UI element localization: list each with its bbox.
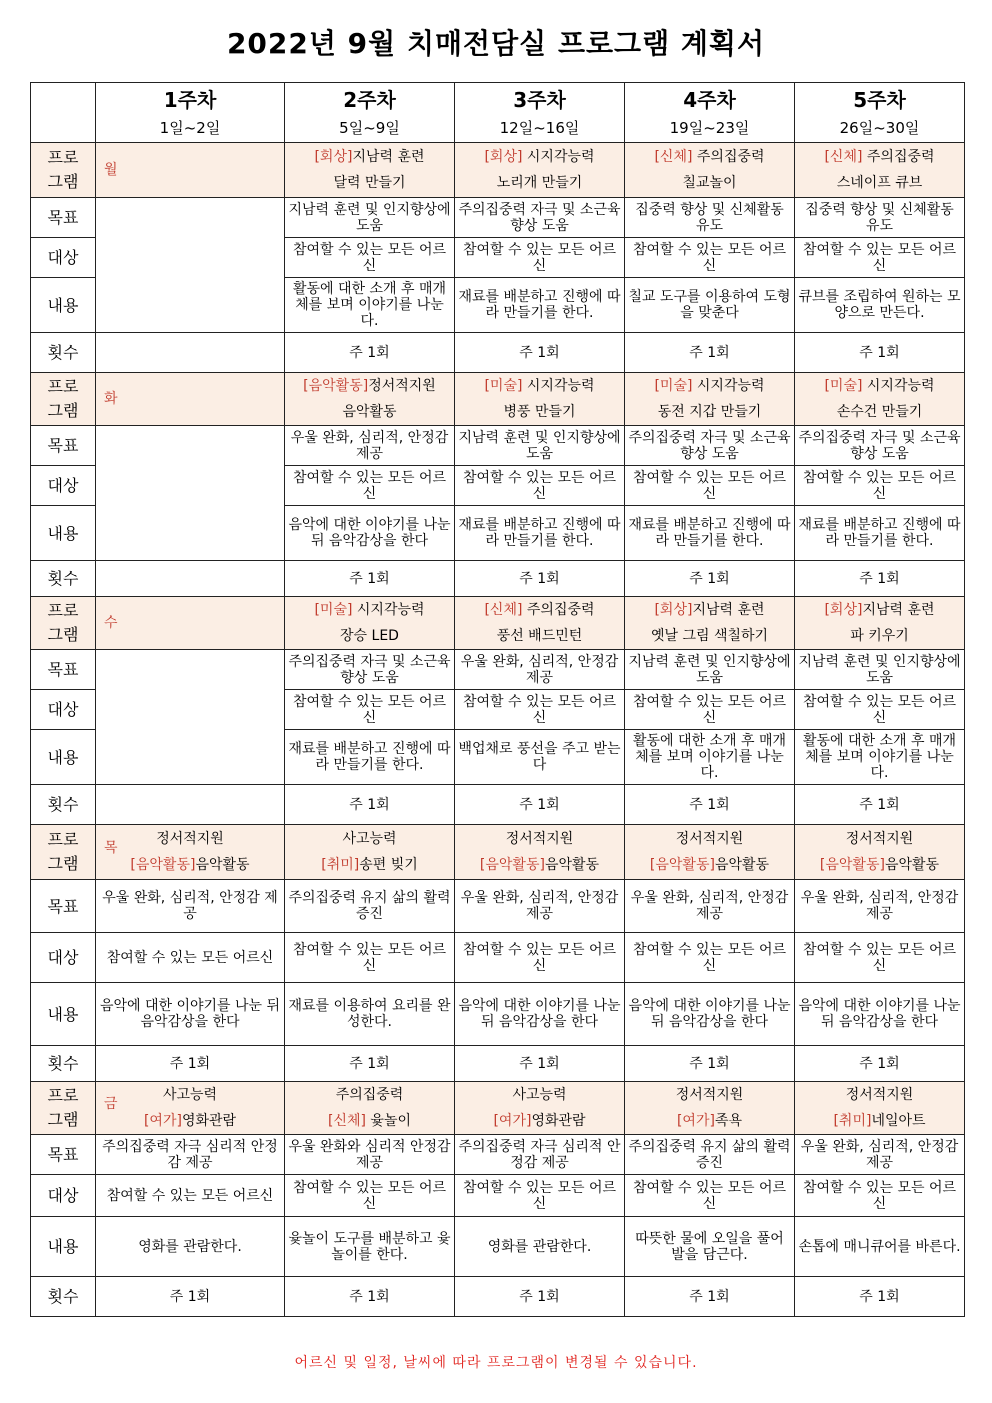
program-name: 윷놀이 [365,1113,411,1129]
program-area: 정서적지원 [845,1087,914,1103]
goal-cell: 우울 완화, 심리적, 안정감 제공 [285,426,455,466]
row-label-line: 그램 [47,172,79,191]
program-name: 지남력 훈련 [692,602,765,618]
row-label-line: 그램 [47,401,79,420]
program-activity: 옛날 그림 색칠하기 [650,628,769,644]
program-name: 시지각능력 [522,378,595,394]
program-category: [음악활동] [303,378,369,394]
week1-empty-cell [96,333,285,373]
week-label: 1주차 [163,87,217,112]
week-label: 3주차 [513,87,566,112]
program-cell [795,825,965,880]
row-label-frequency: 횟수 [31,333,96,373]
program-title [627,852,792,878]
day-label: 화 [96,373,285,426]
goal-cell: 우울 완화, 심리적, 안정감 제공 [795,880,965,933]
day-label: 목 [104,840,118,856]
program-cell [96,825,285,880]
row-label-content: 내용 [31,983,96,1046]
target-row [31,1175,965,1217]
goal-cell: 우울 완화, 심리적, 안정감 제공 [795,1135,965,1175]
target-cell: 참여할 수 있는 모든 어르신 [455,238,625,278]
row-label-target: 대상 [31,238,96,278]
row-label-program [31,825,96,880]
frequency-cell: 주 1회 [625,1046,795,1082]
program-cell [795,373,965,426]
week-range: 1일~2일 [159,118,221,137]
program-activity: 스네이프 큐브 [836,175,923,191]
week1-empty-cell [96,650,285,785]
program-row [31,597,965,650]
frequency-row [31,333,965,373]
program-row [31,373,965,426]
row-label-frequency: 횟수 [31,561,96,597]
program-area: 정서적지원 [675,831,744,847]
frequency-row [31,785,965,825]
program-category: [미술] [824,378,863,394]
program-area: 정서적지원 [675,1087,744,1103]
goal-row [31,198,965,238]
goal-cell: 지남력 훈련 및 인지향상에 도움 [455,426,625,466]
target-cell: 참여할 수 있는 모든 어르신 [285,690,455,730]
header-corner [31,83,96,143]
program-cell [625,1082,795,1135]
program-category: [미술] [654,378,693,394]
row-label-line: 프로 [47,1086,79,1105]
frequency-cell: 주 1회 [96,1046,285,1082]
target-cell: 참여할 수 있는 모든 어르신 [455,466,625,506]
row-label-goal: 목표 [31,650,96,690]
frequency-cell: 주 1회 [625,785,795,825]
week-label: 4주차 [683,87,736,112]
program-name: 음악활동 [884,857,940,873]
program-cell [285,825,455,880]
program-activity: 병풍 만들기 [503,404,576,420]
program-row [31,825,965,880]
week-header [795,83,965,143]
goal-row [31,650,965,690]
program-area: 정서적지원 [845,831,914,847]
goal-cell: 우울 완화와 심리적 안정감 제공 [285,1135,455,1175]
target-cell: 참여할 수 있는 모든 어르신 [795,933,965,983]
row-label-line: 그램 [47,1110,79,1129]
row-label-goal: 목표 [31,426,96,466]
frequency-cell: 주 1회 [795,1046,965,1082]
program-title [457,852,622,878]
row-label-goal: 목표 [31,198,96,238]
program-category: [여가] [676,1113,715,1129]
program-category: [미술] [484,378,523,394]
program-title [98,852,282,878]
row-label-frequency: 횟수 [31,1046,96,1082]
content-row [31,1217,965,1277]
program-category: [음악활동] [130,857,196,873]
frequency-cell: 주 1회 [455,1277,625,1317]
frequency-cell: 주 1회 [285,1046,455,1082]
program-area: 정서적지원 [156,831,224,847]
program-area: 주의집중력 [335,1087,404,1103]
program-activity: 노리개 만들기 [496,175,583,191]
program-category: [회상] [314,149,353,165]
program-activity: 파 키우기 [850,628,909,644]
program-title [457,597,622,623]
frequency-row [31,1277,965,1317]
program-cell [285,143,455,198]
row-label-line: 프로 [47,148,79,167]
program-cell [96,1082,285,1135]
program-area: 사고능력 [342,831,397,847]
goal-cell: 주의집중력 자극 및 소근육 향상 도움 [625,426,795,466]
content-row [31,983,965,1046]
target-cell: 참여할 수 있는 모든 어르신 [285,1175,455,1217]
content-cell: 재료를 배분하고 진행에 따라 만들기를 한다. [285,730,455,785]
program-area: 사고능력 [512,1087,567,1103]
content-cell: 재료를 배분하고 진행에 따라 만들기를 한다. [455,506,625,561]
goal-cell: 우울 완화, 심리적, 안정감 제공 [96,880,285,933]
day-label: 월 [96,143,285,198]
program-plan-table [30,82,965,1317]
program-cell [625,143,795,198]
row-label-program [31,373,96,426]
goal-cell: 주의집중력 자극 심리적 안정감 제공 [96,1135,285,1175]
content-cell: 따뜻한 물에 오일을 풀어 발을 담근다. [625,1217,795,1277]
goal-cell: 집중력 향상 및 신체활동 유도 [795,198,965,238]
row-label-target: 대상 [31,933,96,983]
program-name: 주의집중력 [522,602,595,618]
program-activity: 풍선 배드민턴 [496,628,583,644]
frequency-cell: 주 1회 [795,561,965,597]
target-cell: 참여할 수 있는 모든 어르신 [455,933,625,983]
content-cell: 활동에 대한 소개 후 매개체를 보며 이야기를 나눈다. [285,278,455,333]
program-category: [여가] [143,1113,182,1129]
frequency-cell: 주 1회 [795,333,965,373]
row-label-content: 내용 [31,278,96,333]
program-cell [625,597,795,650]
target-cell: 참여할 수 있는 모든 어르신 [285,466,455,506]
goal-cell: 우울 완화, 심리적, 안정감 제공 [455,650,625,690]
frequency-cell: 주 1회 [285,333,455,373]
row-label-content: 내용 [31,730,96,785]
program-name: 주의집중력 [862,149,935,165]
target-cell: 참여할 수 있는 모든 어르신 [455,1175,625,1217]
program-cell [455,1082,625,1135]
frequency-row [31,1046,965,1082]
target-cell: 참여할 수 있는 모든 어르신 [795,466,965,506]
target-cell: 참여할 수 있는 모든 어르신 [795,1175,965,1217]
program-category: [회상] [654,602,693,618]
target-cell: 참여할 수 있는 모든 어르신 [625,690,795,730]
program-name: 주의집중력 [692,149,765,165]
program-category: [회상] [484,149,523,165]
frequency-cell: 주 1회 [625,1277,795,1317]
program-cell [285,597,455,650]
goal-cell: 주의집중력 자극 및 소근육 향상 도움 [455,198,625,238]
program-name: 음악활동 [195,857,250,873]
row-label-goal: 목표 [31,880,96,933]
row-label-program [31,143,96,198]
program-title [627,597,792,623]
goal-cell: 주의집중력 유지 삶의 활력 증진 [285,880,455,933]
target-cell: 참여할 수 있는 모든 어르신 [795,690,965,730]
program-name: 시지각능력 [862,378,935,394]
program-name: 음악활동 [544,857,600,873]
week-range: 5일~9일 [339,118,400,137]
program-title [287,373,452,399]
row-label-goal: 목표 [31,1135,96,1175]
program-cell [285,373,455,426]
program-name: 정서적지원 [368,378,436,394]
program-cell [455,143,625,198]
program-cell [795,1082,965,1135]
content-cell: 백업채로 풍선을 주고 받는다 [455,730,625,785]
day-label: 수 [96,597,285,650]
goal-cell: 지남력 훈련 및 인지향상에 도움 [625,650,795,690]
program-cell [625,373,795,426]
week1-empty-cell [96,785,285,825]
row-label-line: 그램 [47,854,79,873]
program-title [797,144,962,170]
row-label-line: 프로 [47,377,79,396]
program-name: 영화관람 [531,1113,586,1129]
program-title [627,144,792,170]
target-cell: 참여할 수 있는 모든 어르신 [96,1175,285,1217]
content-cell: 재료를 이용하여 요리를 완성한다. [285,983,455,1046]
program-title [457,144,622,170]
target-cell: 참여할 수 있는 모든 어르신 [625,238,795,278]
week-header [285,83,455,143]
program-category: [회상] [824,602,863,618]
page-title: 2022년 9월 치매전담실 프로그램 계획서 [226,27,766,60]
frequency-cell: 주 1회 [455,785,625,825]
program-cell [625,825,795,880]
frequency-cell: 주 1회 [285,785,455,825]
week-header [455,83,625,143]
goal-row [31,1135,965,1175]
content-cell: 활동에 대한 소개 후 매개체를 보며 이야기를 나눈다. [795,730,965,785]
program-title [457,1108,622,1134]
program-title [457,373,622,399]
program-activity: 칠교놀이 [682,175,737,191]
program-title [287,852,452,878]
target-row [31,933,965,983]
goal-cell: 주의집중력 유지 삶의 활력 증진 [625,1135,795,1175]
frequency-cell: 주 1회 [455,561,625,597]
row-label-line: 프로 [47,601,79,620]
row-label-target: 대상 [31,1175,96,1217]
program-activity: 동전 지갑 만들기 [657,404,762,420]
program-name: 시지각능력 [522,149,595,165]
frequency-cell: 주 1회 [455,333,625,373]
week1-empty-cell [96,561,285,597]
target-cell: 참여할 수 있는 모든 어르신 [625,1175,795,1217]
content-cell: 큐브를 조립하여 원하는 모양으로 만든다. [795,278,965,333]
goal-cell: 우울 완화, 심리적, 안정감 제공 [625,880,795,933]
program-name: 시지각능력 [692,378,765,394]
program-cell [285,1082,455,1135]
program-activity: 손수건 만들기 [836,404,923,420]
frequency-row [31,561,965,597]
goal-cell: 지남력 훈련 및 인지향상에 도움 [285,198,455,238]
program-category: [취미] [321,857,360,873]
program-category: [음악활동] [819,857,885,873]
row-label-frequency: 횟수 [31,785,96,825]
program-category: [미술] [314,602,353,618]
program-name: 시지각능력 [352,602,425,618]
header-row [31,83,965,143]
program-activity: 음악활동 [342,404,397,420]
program-title [287,1108,452,1134]
content-cell: 영화를 관람한다. [455,1217,625,1277]
target-cell: 참여할 수 있는 모든 어르신 [285,933,455,983]
frequency-cell: 주 1회 [795,1277,965,1317]
row-label-program [31,597,96,650]
program-category: [신체] [824,149,863,165]
content-cell: 음악에 대한 이야기를 나눈 뒤 음악감상을 한다 [96,983,285,1046]
frequency-cell: 주 1회 [795,785,965,825]
footer-note: 어르신 및 일정, 날씨에 따라 프로그램이 변경될 수 있습니다. [294,1355,698,1371]
program-title [797,373,962,399]
program-category: [신체] [654,149,693,165]
frequency-cell: 주 1회 [285,561,455,597]
program-title [627,373,792,399]
goal-cell: 집중력 향상 및 신체활동 유도 [625,198,795,238]
program-name: 영화관람 [181,1113,237,1129]
content-cell: 음악에 대한 이야기를 나눈 뒤 음악감상을 한다 [455,983,625,1046]
content-cell: 음악에 대한 이야기를 나눈 뒤 음악감상을 한다 [625,983,795,1046]
content-cell: 손톱에 매니큐어를 바른다. [795,1217,965,1277]
program-title [98,1108,282,1134]
goal-row [31,880,965,933]
week-range: 12일~16일 [499,118,580,137]
target-cell: 참여할 수 있는 모든 어르신 [625,466,795,506]
frequency-cell: 주 1회 [285,1277,455,1317]
program-cell [455,373,625,426]
program-category: [여가] [493,1113,532,1129]
goal-row [31,426,965,466]
program-cell [455,597,625,650]
week-range: 19일~23일 [669,118,750,137]
program-category: [취미] [833,1113,872,1129]
program-name: 족욕 [714,1113,743,1129]
goal-cell: 주의집중력 자극 및 소근육 향상 도움 [285,650,455,690]
frequency-cell: 주 1회 [96,1277,285,1317]
week-label: 2주차 [343,87,396,112]
goal-cell: 주의집중력 자극 및 소근육 향상 도움 [795,426,965,466]
week-label: 5주차 [853,87,906,112]
content-cell: 재료를 배분하고 진행에 따라 만들기를 한다. [795,506,965,561]
content-cell: 재료를 배분하고 진행에 따라 만들기를 한다. [455,278,625,333]
program-category: [신체] [327,1113,366,1129]
row-label-target: 대상 [31,466,96,506]
program-area: 사고능력 [162,1087,218,1103]
program-title [627,1108,792,1134]
frequency-cell: 주 1회 [625,561,795,597]
program-activity: 장승 LED [340,628,399,644]
week-header [96,83,285,143]
row-label-target: 대상 [31,690,96,730]
program-title [797,1108,962,1134]
frequency-cell: 주 1회 [625,333,795,373]
program-name: 지남력 훈련 [862,602,935,618]
week1-empty-cell [96,426,285,561]
row-label-content: 내용 [31,506,96,561]
target-cell: 참여할 수 있는 모든 어르신 [795,238,965,278]
program-name: 송편 빚기 [359,857,418,873]
program-cell [795,597,965,650]
program-name: 네일아트 [871,1113,926,1129]
row-label-content: 내용 [31,1217,96,1277]
program-row [31,1082,965,1135]
row-label-line: 프로 [47,830,79,849]
goal-cell: 지남력 훈련 및 인지향상에 도움 [795,650,965,690]
program-category: [신체] [484,602,523,618]
program-name: 음악활동 [714,857,770,873]
program-category: [음악활동] [649,857,715,873]
week-header [625,83,795,143]
program-cell [795,143,965,198]
week-range: 26일~30일 [839,118,920,137]
frequency-cell: 주 1회 [455,1046,625,1082]
program-category: [음악활동] [479,857,545,873]
program-cell [455,825,625,880]
target-cell: 참여할 수 있는 모든 어르신 [455,690,625,730]
program-name: 지남력 훈련 [352,149,425,165]
row-label-program [31,1082,96,1135]
program-title [287,597,452,623]
program-area: 정서적지원 [505,831,574,847]
program-title [287,144,452,170]
content-cell: 활동에 대한 소개 후 매개체를 보며 이야기를 나눈다. [625,730,795,785]
day-label: 금 [104,1096,118,1112]
week1-empty-cell [96,198,285,333]
target-cell: 참여할 수 있는 모든 어르신 [285,238,455,278]
target-cell: 참여할 수 있는 모든 어르신 [96,933,285,983]
content-cell: 음악에 대한 이야기를 나눈 뒤 음악감상을 한다 [285,506,455,561]
target-cell: 참여할 수 있는 모든 어르신 [625,933,795,983]
program-activity: 달력 만들기 [333,175,406,191]
program-title [797,852,962,878]
content-cell: 음악에 대한 이야기를 나눈 뒤 음악감상을 한다 [795,983,965,1046]
program-title [797,597,962,623]
goal-cell: 주의집중력 자극 심리적 안정감 제공 [455,1135,625,1175]
content-cell: 칠교 도구를 이용하여 도형을 맞춘다 [625,278,795,333]
row-label-frequency: 횟수 [31,1277,96,1317]
goal-cell: 우울 완화, 심리적, 안정감 제공 [455,880,625,933]
content-cell: 영화를 관람한다. [96,1217,285,1277]
program-row [31,143,965,198]
content-cell: 윷놀이 도구를 배분하고 윷놀이를 한다. [285,1217,455,1277]
content-cell: 재료를 배분하고 진행에 따라 만들기를 한다. [625,506,795,561]
row-label-line: 그램 [47,625,79,644]
